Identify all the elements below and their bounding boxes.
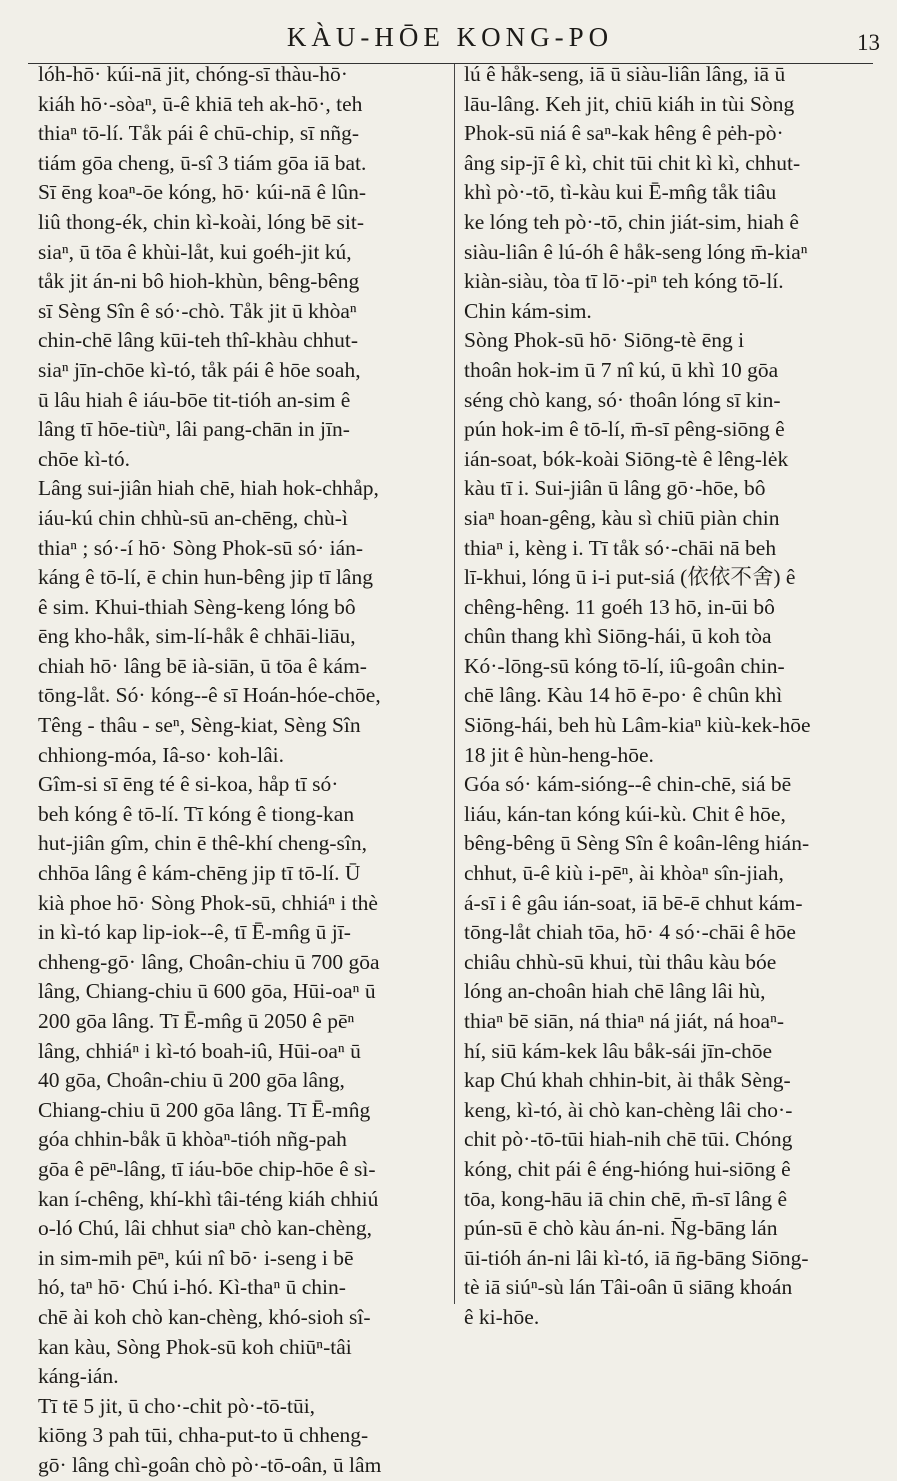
text-line: sī Sèng Sîn ê só·-chò. Tåk jit ū khòaⁿ bbox=[38, 298, 357, 323]
text-line: khì pò·-tō, tì-kàu kui Ē-mn̂g tåk tiâu bbox=[464, 180, 777, 205]
text-line: ê ki-hōe. bbox=[464, 1304, 540, 1329]
text-line: in kì-tó kap lip-iok--ê, tī Ē-mn̂g ū jī- bbox=[38, 920, 351, 945]
text-line: kiàn-siàu, tòa tī lō·-piⁿ teh kóng tō-lí. bbox=[464, 269, 784, 294]
text-line: lú ê håk-seng, iā ū siàu-liân lâng, iā ū bbox=[464, 62, 786, 86]
text-line: pún hok-im ê tō-lí, m̄-sī pêng-siōng ê bbox=[464, 417, 785, 442]
text-line: tōng-låt chiah tōa, hō· 4 só·-chāi ê hōe bbox=[464, 920, 796, 945]
text-line: keng, kì-tó, ài chò kan-chèng lâi cho·- bbox=[464, 1097, 793, 1122]
text-line: chōe kì-tó. bbox=[38, 446, 130, 471]
text-line: gōa ê pēⁿ-lâng, tī iáu-bōe chip-hōe ê sì- bbox=[38, 1156, 376, 1181]
text-line: liáu, kán-tan kóng kúi-kù. Chit ê hōe, bbox=[464, 801, 786, 826]
text-line: chit pò·-tō-tūi hiah-nih chē tūi. Chóng bbox=[464, 1127, 793, 1152]
text-line: gō· lâng chì-goân chò pò·-tō-oân, ū lâm bbox=[38, 1452, 382, 1477]
text-line: siaⁿ, ū tōa ê khùi-låt, kui goéh-jit kú, bbox=[38, 239, 352, 264]
text-line: lâng tī hōe-tiùⁿ, lâi pang-chān in jīn- bbox=[38, 417, 350, 442]
text-line: siaⁿ jīn-chōe kì-tó, tåk pái ê hōe soah, bbox=[38, 357, 361, 382]
text-line: thoân hok-im ū 7 nî kú, ū khì 10 gōa bbox=[464, 357, 779, 382]
text-line: Têng - thâu - seⁿ, Sèng-kiat, Sèng Sîn bbox=[38, 713, 361, 738]
text-line: góa chhin-båk ū khòaⁿ-tióh nñg-pah bbox=[38, 1127, 347, 1152]
text-line: kàu tī i. Sui-jiân ū lâng gō·-hōe, bô bbox=[464, 476, 766, 501]
right-column bbox=[464, 60, 879, 1329]
running-title: KÀU-HŌE KONG-PO bbox=[286, 22, 614, 52]
text-line: hó, taⁿ hō· Chú i-hó. Kì-thaⁿ ū chin- bbox=[38, 1275, 346, 1300]
text-line: siàu-liân ê lú-óh ê håk-seng lóng m̄-kiaⁿ bbox=[464, 239, 808, 264]
text-line: hut-jiân gîm, chin ē thê-khí cheng-sîn, bbox=[38, 831, 367, 856]
text-line: lī-khui, lóng ū i-i put-siá (依依不舍) ê bbox=[464, 565, 796, 590]
text-line: hí, siū kám-kek lâu båk-sái jīn-chōe bbox=[464, 1038, 773, 1063]
text-line: lāu-lâng. Keh jit, chiū kiáh in tùi Sòng bbox=[464, 91, 795, 116]
text-line: thiaⁿ i, kèng i. Tī tåk só·-chāi nā beh bbox=[464, 535, 777, 560]
text-line: Tī tē 5 jit, ū cho·-chit pò·-tō-tūi, bbox=[38, 1393, 316, 1418]
text-line: kan kàu, Sòng Phok-sū koh chiūⁿ-tâi bbox=[38, 1334, 352, 1359]
text-line: tōng-låt. Só· kóng--ê sī Hoán-hóe-chōe, bbox=[38, 683, 381, 708]
text-line: ke lóng teh pò·-tō, chin jiát-sim, hiah ê bbox=[464, 209, 799, 234]
text-line: siaⁿ hoan-gêng, kàu sì chiū piàn chin bbox=[464, 505, 780, 530]
text-line: kan í-chêng, khí-khì tâi-téng kiáh chhiú bbox=[38, 1186, 379, 1211]
text-line: chiah hō· lâng bē ià-siān, ū tōa ê kám- bbox=[38, 653, 367, 678]
text-line: thiaⁿ bē siān, ná thiaⁿ ná jiát, ná hoaⁿ- bbox=[464, 1009, 785, 1033]
text-line: lâng, chhiáⁿ i kì-tó boah-iû, Hūi-oaⁿ ū bbox=[38, 1038, 361, 1063]
text-line: Siōng-hái, beh hù Lâm-kiaⁿ kiù-kek-hōe bbox=[464, 713, 811, 738]
text-line: káng ê tō-lí, ē chin hun-bêng jip tī lâng bbox=[38, 565, 373, 590]
text-line: kóng, chit pái ê éng-hióng hui-siōng ê bbox=[464, 1156, 791, 1181]
text-line: lóh-hō· kúi-nā jit, chóng-sī thàu-hō· bbox=[38, 62, 348, 86]
text-line: séng chò kang, só· thoân lóng sī kin- bbox=[464, 387, 781, 412]
text-line: 40 gōa, Choân-chiu ū 200 gōa lâng, bbox=[38, 1068, 345, 1093]
text-line: chin-chē lâng kūi-teh thî-khàu chhut- bbox=[38, 328, 359, 353]
text-line: thiaⁿ ; só·-í hō· Sòng Phok-sū só· ián- bbox=[38, 535, 364, 560]
text-line: Lâng sui-jiân hiah chē, hiah hok-chhåp, bbox=[38, 476, 379, 501]
text-line: tōa, kong-hāu iā chin chē, m̄-sī lâng ê bbox=[464, 1186, 787, 1211]
text-line: ūi-tióh án-ni lâi kì-tó, iā n̄g-bāng Siōng- bbox=[464, 1245, 809, 1270]
text-line: beh kóng ê tō-lí. Tī kóng ê tiong-kan bbox=[38, 801, 355, 826]
text-line: lâng, Chiang-chiu ū 600 gōa, Hūi-oaⁿ ū bbox=[38, 979, 376, 1004]
text-line: chhōa lâng ê kám-chēng jip tī tō-lí. Ū bbox=[38, 861, 361, 886]
text-line: káng-ián. bbox=[38, 1364, 119, 1389]
text-line: Sòng Phok-sū hō· Siōng-tè ēng i bbox=[464, 328, 745, 353]
text-line: ián-soat, bók-koài Siōng-tè ê lêng-lėk bbox=[464, 446, 789, 471]
page-number: 13 bbox=[857, 30, 880, 55]
text-line: chûn thang khì Siōng-hái, ū koh tòa bbox=[464, 624, 772, 649]
text-line: chêng-hêng. 11 goéh 13 hō, in-ūi bô bbox=[464, 594, 775, 619]
text-line: 18 jit ê hùn-heng-hōe. bbox=[464, 742, 654, 767]
text-line: Góa só· kám-sióng--ê chin-chē, siá bē bbox=[464, 772, 792, 797]
text-line: o-ló Chú, lâi chhut siaⁿ chò kan-chèng, bbox=[38, 1216, 372, 1241]
text-line: tiám gōa cheng, ū-sî 3 tiám gōa iā bat. bbox=[38, 150, 367, 175]
text-line: chhut, ū-ê kiù i-pēⁿ, ài khòaⁿ sîn-jiah, bbox=[464, 861, 784, 886]
left-column bbox=[38, 60, 446, 1477]
text-line: in sim-mih pēⁿ, kúi nî bō· i-seng i bē bbox=[38, 1245, 354, 1270]
text-line: Kó·-lōng-sū kóng tō-lí, iû-goân chin- bbox=[464, 653, 785, 678]
text-line: chē ài koh chò kan-chèng, khó-sioh sî- bbox=[38, 1304, 371, 1329]
text-line: lóng an-choân hiah chē lâng lâi hù, bbox=[464, 979, 766, 1004]
text-line: Chin kám-sim. bbox=[464, 298, 592, 323]
text-line: ū lâu hiah ê iáu-bōe tit-tióh an-sim ê bbox=[38, 387, 351, 412]
text-line: chheng-gō· lâng, Choân-chiu ū 700 gōa bbox=[38, 949, 380, 974]
text-line: âng sip-jī ê kì, chit tūi chit kì kì, chhut- bbox=[464, 150, 801, 175]
text-line: kiōng 3 pah tūi, chha-put-to ū chheng- bbox=[38, 1423, 369, 1448]
text-line: chiâu chhù-sū khui, tùi thâu kàu bóe bbox=[464, 949, 777, 974]
column-divider bbox=[454, 64, 455, 1304]
text-line: tè iā siúⁿ-sù lán Tâi-oân ū siāng khoán bbox=[464, 1275, 793, 1300]
text-line: chhiong-móa, Iâ-so· koh-lâi. bbox=[38, 742, 284, 767]
text-line: liû thong-ék, chin kì-koài, lóng bē sit- bbox=[38, 209, 365, 234]
text-line: á-sī i ê gâu ián-soat, iā bē-ē chhut kám- bbox=[464, 890, 803, 915]
page-header bbox=[20, 18, 880, 58]
text-line: kiáh hō·-sòaⁿ, ū-ê khiā teh ak-hō·, teh bbox=[38, 91, 363, 116]
text-line: chē lâng. Kàu 14 hō ē-po· ê chûn khì bbox=[464, 683, 783, 708]
text-line: Gîm-si sī ēng té ê si-koa, håp tī só· bbox=[38, 772, 339, 797]
text-line: Phok-sū niá ê saⁿ-kak hêng ê pėh-pò· bbox=[464, 121, 784, 146]
text-line: thiaⁿ tō-lí. Tåk pái ê chū-chip, sī nñg- bbox=[38, 121, 360, 146]
text-line: 200 gōa lâng. Tī Ē-mn̂g ū 2050 ê pēⁿ bbox=[38, 1009, 355, 1033]
text-line: kap Chú khah chhin-bit, ài thåk Sèng- bbox=[464, 1068, 791, 1093]
text-line: iáu-kú chin chhù-sū an-chēng, chù-ì bbox=[38, 505, 348, 530]
text-line: ê sim. Khui-thiah Sèng-keng lóng bô bbox=[38, 594, 356, 619]
text-line: Sī ēng koaⁿ-ōe kóng, hō· kúi-nā ê lûn- bbox=[38, 180, 367, 205]
text-line: kià phoe hō· Sòng Phok-sū, chhiáⁿ i thè bbox=[38, 890, 378, 915]
text-line: ēng kho-håk, sim-lí-håk ê chhāi-liāu, bbox=[38, 624, 356, 649]
text-line: tåk jit án-ni bô hioh-khùn, bêng-bêng bbox=[38, 269, 360, 294]
text-line: pún-sū ē chò kàu án-ni. N̄g-bāng lán bbox=[464, 1216, 778, 1241]
text-line: Chiang-chiu ū 200 gōa lâng. Tī Ē-mn̂g bbox=[38, 1097, 371, 1122]
text-line: bêng-bêng ū Sèng Sîn ê koân-lêng hián- bbox=[464, 831, 810, 856]
